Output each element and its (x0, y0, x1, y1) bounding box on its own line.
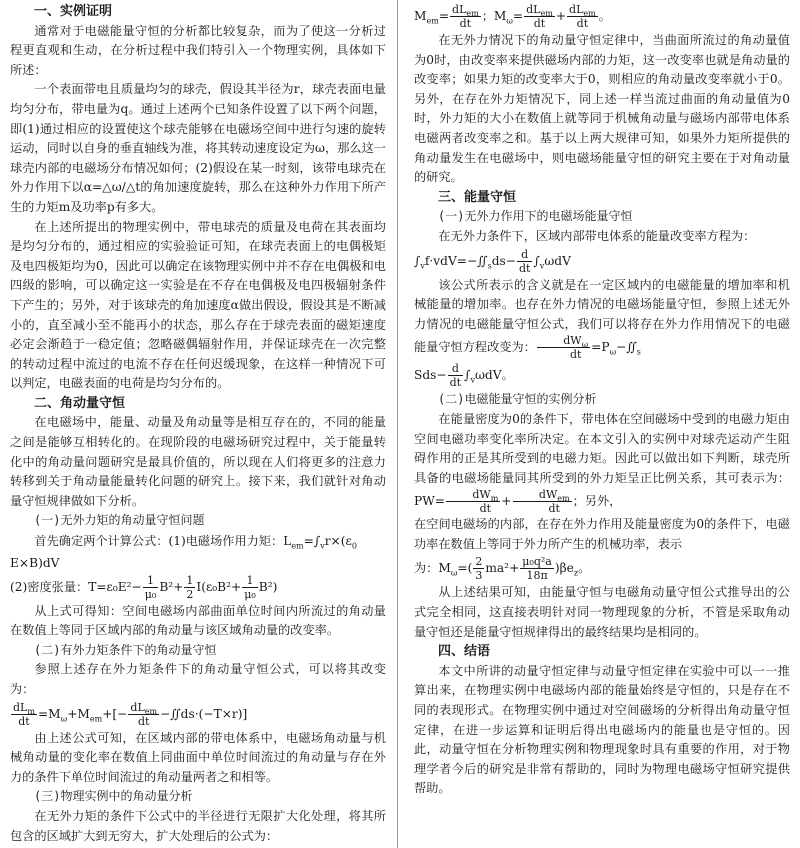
equation-energy-continued: Sds− $\frac{d}{dt}$ $\int_v\omega dV$。 (414, 362, 514, 390)
paragraph: 在空间电磁场的内部，在存在外力作用及能量密度为0的条件下，电磁功率在数值上等同于外力所产生的机械功率，表示 (414, 517, 790, 551)
paragraph: 通常对于电磁能量守恒的分析都比较复杂，而为了使这一分析过程更直观和生动，在分析过程中我们特引入一个物理实例，具体如下所述： (10, 23, 386, 77)
paragraph: 一个表面带电且质量均匀的球壳，假设其半径为r，球壳表面电量均匀分布，带电量为q。通过上述两个已知条件设置了以下两个问题，即(1)通过相应的设置使这个球壳能够在电磁场空间中进行匀速的旋转运动，同时以自身的垂直轴线为准，将其转动速度设定为ω，那么这一球壳内部的电磁场分布情况如何；(2)假设在某一时刻，该带电球壳在外力作用下以α=△ω/△t的角加速度旋转，那么在这种外力作用下所产生的力矩m及功率p有多大。 (10, 82, 386, 214)
equation-torque: $L_{em}=\int_vr\times(\varepsilon_0$ (283, 534, 357, 551)
paragraph-with-equation: 该公式所表示的含义就是在一定区域内的电磁能量的增加率和机械能量的增加率。也存在外力情况的电磁场能量守恒，参照上述无外力情况的电磁能量守恒公式，我们可以将存在外力作用情况下的电磁能量守恒方程改变为： $\frac{dW_\omega}{dt}$ $=P_\omega-∬_s$ (414, 277, 790, 362)
paragraph: 在无外力条件下，区域内部带电体系的能量改变率方程为： (438, 228, 756, 243)
equation-moment-result: 为：$M_\omega=$( $\frac{2}{3}$ ma²+ $\frac{\text{μ₀q²a}}{18\pi}$ )$\beta e_z$。 (414, 555, 591, 583)
right-column (414, 2, 790, 799)
equation-moments: $M_{em}=$ $\frac{dL_{em}}{dt}$ ；$M_\omega=$ $\frac{dL_{em}}{dt}$ + $\frac{dL_{em}}{dt}$ 。 (414, 3, 611, 30)
equation-tensor: (2)密度张量：T=ε₀E²− $\frac{1}{\text{μ₀}}$ B²+ $\frac{1}{2}$ I(ε₀B²+ $\frac{1}{\text{μ₀}}$ B²) (10, 573, 278, 601)
paragraph: 本文中所讲的动量守恒定律与动量守恒定律在实验中可以一一推算出来，在物理实例中电磁场内部的能量始终是守恒的，只是存在不同的表现形式。在物理实例中通过对空间磁场的分析得出角动量守恒定律，在进一步运算和证明后得出电磁场内的能量也是守恒的。因此，动量守恒在分析物理实例和物理现象时具有重要的作用，对于物理学者今后的研究是非常有帮助的，同时为物理电磁场守恒研究提供帮助。 (414, 663, 790, 796)
paragraph: 从上式可得知：空间电磁场内部曲面单位时间内所流过的角动量在数值上等同于区域内部的角动量与该区域角动量的改变率。 (10, 603, 386, 638)
subsection-heading: (三)物理实例中的角动量分析 (34, 789, 193, 804)
paragraph: 在电磁场中，能量、动量及角动量等是相互存在的，不同的能量之间是能够互相转化的。在现阶段的电磁场研究过程中，关于能量转化中的角动量问题研究是最具价值的，所以现在人们将更多的注意力转移到关于角动量能量转化问题的研究上。接下来，我们就针对角动量守恒规律做如下分析。 (10, 415, 386, 508)
equation-power: PW= $\frac{dW_m}{dt}$ + $\frac{dW_{em}}{dt}$ ；另外， (414, 488, 622, 516)
paragraph: 从上述结果可知，由能量守恒与电磁角动量守恒公式推导出的公式完全相同，这直接表明针对同一物理现象的分析，不管是采取角动量守恒还是能量守恒规律得出的最终结果均是相同的。 (414, 585, 790, 639)
subsection-heading: (一)无外力矩的角动量守恒问题 (34, 513, 205, 528)
paragraph: 在无外力情况下的角动量守恒定律中，当曲面所流过的角动量值为0时，由改变率来提供磁场内部的力矩，这一改变率也就是角动量的改变率；如果力矩的改变率大于0，则相应的角动量改变率就小于0。另外，在存在外力矩情况下，同上述一样当流过曲面的角动量值为0时，外力矩的大小在数值上就等同于机械角动量与磁场内部带电体系电磁两者改变率之和。基于以上两大规律可知，如果外力矩所提供的角动量发生在电磁场中，则电磁场能量守恒的研究主要在于对角动量的研究。 (414, 33, 790, 185)
equation-angular-momentum: $\frac{dL_m}{dt}$ $=M_\omega+M_{em}+[-$ $\frac{dL_{em}}{dt}$ −∬ds·(−T×r)] (13, 700, 248, 728)
subsection-heading: (二)电磁能量守恒的实例分析 (438, 392, 597, 407)
paragraph-with-equation: 首先确定两个计算公式：(1)电磁场作用力矩：$L_{em}=\int_vr\times(\varepsilon_0$ (34, 534, 357, 551)
column-divider (397, 0, 398, 848)
paragraph: 在无外力矩的条件下公式中的半径进行无限扩大化处理，将其所包含的区域扩大到无穷大，扩大处理后的公式为： (10, 808, 386, 843)
equation-energy-rate: $\int_vf\cdot vdV=-∬_sds-$ $\frac{d}{dt}$ $\int_v\omega dV$ (414, 247, 571, 275)
section-heading-2: 二、角动量守恒 (34, 395, 126, 411)
section-heading-4: 四、结语 (438, 644, 491, 660)
section-heading-1: 一、实例证明 (34, 4, 113, 19)
section-heading-3: 三、能量守恒 (438, 189, 517, 205)
equation-continued: E×B)dV (10, 555, 60, 570)
subsection-heading: (一)无外力作用下的电磁场能量守恒 (438, 209, 633, 224)
paragraph: 在上述所提出的物理实例中，带电球壳的质量及电荷在其表面均是均匀分布的，通过相应的实验验证可知，在球壳表面上的电偶极矩及电四极矩均为0，因此可以确定在该物理实例中并不存在电偶极和电四级的影响，可以确定这一实验是在不存在电偶极及电四极辐射条件下产生的；另外，对于该球壳的角加速度α做出假设，假设其是不断减小的，直至减小至不能再小的状态，那么存在于球壳表面的磁矩速度必定会渐趋于一稳定值；忽略磁偶辐射作用，并保证球壳在一次完整的转动过程中流过的电流不存在任何迟缓现象，在这样一种情况下可以判定，电磁表面的电荷是均匀分布的。 (10, 219, 386, 391)
subsection-heading: (二)有外力矩条件下的角动量守恒 (34, 642, 217, 657)
left-column (10, 2, 386, 846)
paragraph-with-equation: 在能量密度为0的条件下，带电体在空间磁场中受到的电磁力矩由空间电磁功率变化率所决定。在本文引入的实例中对球壳运动产生阻碍作用的正是其所受到的电磁力矩。因此可以做出如下判断，球壳所具备的电磁场能量同其所受到的外力矩呈正比例关系，其可表示为：PW= $\frac{dW_m}{dt}$ + $\frac{dW_{em}}{dt}$ ；另外， (414, 411, 790, 516)
equation-energy-external: $\frac{dW_\omega}{dt}$ $=P_\omega-∬_s$ (536, 340, 641, 354)
paragraph: 由上述公式可知，在区域内部的带电体系中，电磁场角动量与机械角动量的变化率在数值上同曲面中单位时间流过的角动量与存在外力的条件下单位时间流过的角动量两者之和相等。 (10, 730, 386, 784)
paragraph: 参照上述存在外力矩条件下的角动量守恒公式，可以将其改变为： (10, 662, 386, 696)
